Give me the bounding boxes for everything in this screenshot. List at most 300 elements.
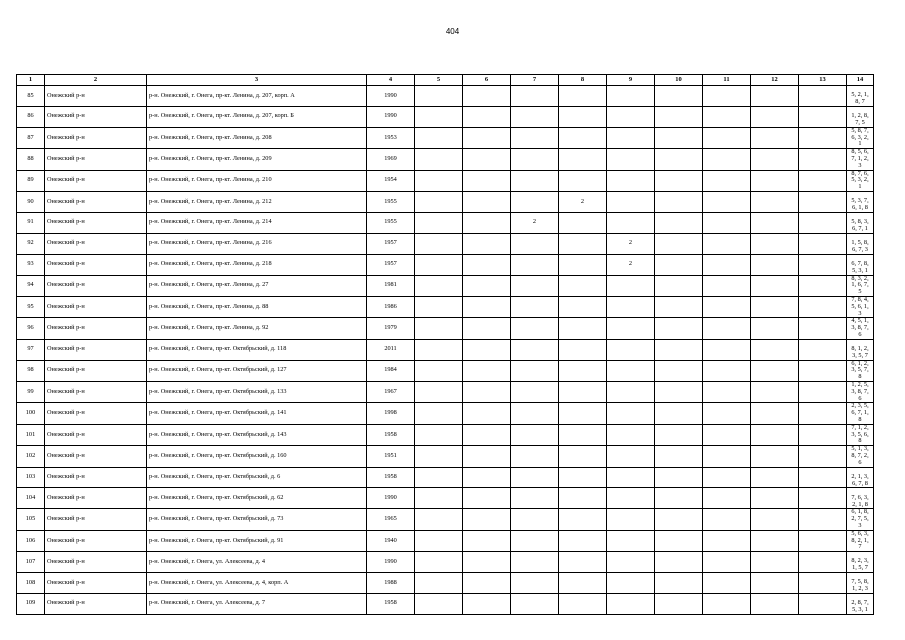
row-number-cell: 85 <box>17 86 45 107</box>
col-7-cell <box>511 339 559 360</box>
col-9-cell <box>607 296 655 317</box>
address-cell: р-н. Онежский, г. Онега, пр-кт. Ленина, д. 27 <box>147 275 367 296</box>
table-row <box>17 296 874 317</box>
col-12-cell <box>751 593 799 614</box>
col-12-cell <box>751 275 799 296</box>
col-5-cell <box>415 446 463 467</box>
col-13-cell <box>799 509 847 530</box>
col-8-cell <box>559 149 607 170</box>
col-11-cell <box>703 170 751 191</box>
year-cell: 1969 <box>367 149 415 170</box>
col-11-cell <box>703 339 751 360</box>
col-12-cell <box>751 296 799 317</box>
col-8-cell <box>559 212 607 233</box>
col-8-cell <box>559 170 607 191</box>
col-10-cell <box>655 530 703 551</box>
address-cell: р-н. Онежский, г. Онега, пр-кт. Октябрьский, д. 73 <box>147 509 367 530</box>
address-cell: р-н. Онежский, г. Онега, пр-кт. Октябрьский, д. 141 <box>147 403 367 424</box>
sequence-cell: 2, 1, 3, 6, 7, 8 <box>847 467 874 488</box>
col-13-cell <box>799 296 847 317</box>
col-9-cell <box>607 275 655 296</box>
year-cell: 1953 <box>367 127 415 148</box>
sequence-cell: 1, 2, 5, 3, 8, 7, 6 <box>847 381 874 402</box>
col-9-cell <box>607 318 655 339</box>
col-8-cell <box>559 424 607 445</box>
address-cell: р-н. Онежский, г. Онега, пр-кт. Октябрьский, д. 143 <box>147 424 367 445</box>
row-number-cell: 101 <box>17 424 45 445</box>
district-cell: Онежский р-н <box>45 127 147 148</box>
col-5-cell <box>415 191 463 212</box>
col-6-cell <box>463 381 511 402</box>
col-5-cell <box>415 467 463 488</box>
table-row <box>17 360 874 381</box>
address-cell: р-н. Онежский, г. Онега, пр-кт. Ленина, д. 88 <box>147 296 367 317</box>
col-8-cell <box>559 403 607 424</box>
col-10-cell <box>655 552 703 573</box>
col-8-cell <box>559 593 607 614</box>
col-5-cell <box>415 233 463 254</box>
col-7-cell <box>511 381 559 402</box>
district-cell: Онежский р-н <box>45 593 147 614</box>
col-9-cell <box>607 403 655 424</box>
col-8-cell <box>559 446 607 467</box>
year-cell: 1990 <box>367 106 415 127</box>
address-cell: р-н. Онежский, г. Онега, пр-кт. Ленина, д. 92 <box>147 318 367 339</box>
row-number-cell: 107 <box>17 552 45 573</box>
col-8-cell <box>559 572 607 593</box>
col-11-cell <box>703 446 751 467</box>
col-10-cell <box>655 212 703 233</box>
col-8-cell <box>559 233 607 254</box>
year-cell: 1955 <box>367 212 415 233</box>
col-13-cell <box>799 593 847 614</box>
column-header-10: 10 <box>655 75 703 86</box>
col-5-cell <box>415 149 463 170</box>
col-7-cell: 2 <box>511 212 559 233</box>
col-13-cell <box>799 149 847 170</box>
district-cell: Онежский р-н <box>45 552 147 573</box>
col-6-cell <box>463 572 511 593</box>
col-10-cell <box>655 296 703 317</box>
table-row <box>17 106 874 127</box>
col-11-cell <box>703 572 751 593</box>
district-cell: Онежский р-н <box>45 446 147 467</box>
col-13-cell <box>799 212 847 233</box>
col-6-cell <box>463 296 511 317</box>
header-row <box>17 75 874 86</box>
year-cell: 1958 <box>367 424 415 445</box>
col-8-cell <box>559 339 607 360</box>
col-6-cell <box>463 339 511 360</box>
col-11-cell <box>703 191 751 212</box>
sequence-cell: 7, 5, 8, 1, 2, 3 <box>847 572 874 593</box>
row-number-cell: 95 <box>17 296 45 317</box>
row-number-cell: 98 <box>17 360 45 381</box>
table-row <box>17 593 874 614</box>
table-row <box>17 572 874 593</box>
address-cell: р-н. Онежский, г. Онега, ул. Алексеева, д. 4 <box>147 552 367 573</box>
column-header-2: 2 <box>45 75 147 86</box>
address-cell: р-н. Онежский, г. Онега, пр-кт. Октябрьский, д. 160 <box>147 446 367 467</box>
table-row <box>17 191 874 212</box>
col-11-cell <box>703 467 751 488</box>
table-row <box>17 233 874 254</box>
col-5-cell <box>415 381 463 402</box>
col-6-cell <box>463 149 511 170</box>
district-cell: Онежский р-н <box>45 149 147 170</box>
district-cell: Онежский р-н <box>45 318 147 339</box>
year-cell: 1990 <box>367 552 415 573</box>
col-11-cell <box>703 552 751 573</box>
col-10-cell <box>655 254 703 275</box>
district-cell: Онежский р-н <box>45 467 147 488</box>
col-10-cell <box>655 170 703 191</box>
district-cell: Онежский р-н <box>45 530 147 551</box>
year-cell: 2011 <box>367 339 415 360</box>
col-11-cell <box>703 254 751 275</box>
col-5-cell <box>415 530 463 551</box>
col-6-cell <box>463 593 511 614</box>
col-8-cell: 2 <box>559 191 607 212</box>
col-7-cell <box>511 233 559 254</box>
col-12-cell <box>751 530 799 551</box>
table-row <box>17 403 874 424</box>
col-12-cell <box>751 424 799 445</box>
col-13-cell <box>799 233 847 254</box>
col-10-cell <box>655 467 703 488</box>
col-10-cell <box>655 488 703 509</box>
row-number-cell: 90 <box>17 191 45 212</box>
col-6-cell <box>463 106 511 127</box>
col-6-cell <box>463 254 511 275</box>
col-8-cell <box>559 127 607 148</box>
housing-register-table <box>16 74 874 615</box>
col-11-cell <box>703 149 751 170</box>
col-10-cell <box>655 191 703 212</box>
table-body <box>17 86 874 615</box>
col-8-cell <box>559 275 607 296</box>
col-5-cell <box>415 212 463 233</box>
sequence-cell: 5, 8, 3, 6, 7, 1 <box>847 212 874 233</box>
col-11-cell <box>703 127 751 148</box>
col-7-cell <box>511 106 559 127</box>
col-9-cell: 2 <box>607 233 655 254</box>
col-13-cell <box>799 488 847 509</box>
year-cell: 1967 <box>367 381 415 402</box>
year-cell: 1958 <box>367 467 415 488</box>
year-cell: 1998 <box>367 403 415 424</box>
col-9-cell <box>607 170 655 191</box>
col-13-cell <box>799 127 847 148</box>
year-cell: 1958 <box>367 593 415 614</box>
year-cell: 1965 <box>367 509 415 530</box>
col-6-cell <box>463 86 511 107</box>
col-6-cell <box>463 403 511 424</box>
col-9-cell <box>607 106 655 127</box>
year-cell: 1940 <box>367 530 415 551</box>
col-11-cell <box>703 530 751 551</box>
col-13-cell <box>799 552 847 573</box>
col-12-cell <box>751 212 799 233</box>
year-cell: 1986 <box>367 296 415 317</box>
col-6-cell <box>463 424 511 445</box>
sequence-cell: 7, 1, 2, 3, 5, 6, 8 <box>847 424 874 445</box>
col-10-cell <box>655 149 703 170</box>
sequence-cell: 1, 5, 8, 6, 7, 3 <box>847 233 874 254</box>
col-13-cell <box>799 403 847 424</box>
col-12-cell <box>751 403 799 424</box>
col-11-cell <box>703 86 751 107</box>
col-9-cell <box>607 339 655 360</box>
col-8-cell <box>559 509 607 530</box>
column-header-14: 14 <box>847 75 874 86</box>
district-cell: Онежский р-н <box>45 572 147 593</box>
column-header-4: 4 <box>367 75 415 86</box>
sequence-cell: 8, 7, 6, 5, 3, 2, 1 <box>847 170 874 191</box>
row-number-cell: 102 <box>17 446 45 467</box>
col-7-cell <box>511 170 559 191</box>
table-row <box>17 339 874 360</box>
row-number-cell: 87 <box>17 127 45 148</box>
table-row <box>17 149 874 170</box>
sequence-cell: 8, 1, 2, 3, 5, 7 <box>847 339 874 360</box>
col-13-cell <box>799 86 847 107</box>
col-9-cell <box>607 381 655 402</box>
col-10-cell <box>655 381 703 402</box>
col-11-cell <box>703 296 751 317</box>
sequence-cell: 5, 2, 1, 8, 7 <box>847 86 874 107</box>
year-cell: 1988 <box>367 572 415 593</box>
col-9-cell <box>607 509 655 530</box>
address-cell: р-н. Онежский, г. Онега, пр-кт. Ленина, д. 208 <box>147 127 367 148</box>
col-6-cell <box>463 467 511 488</box>
address-cell: р-н. Онежский, г. Онега, пр-кт. Октябрьский, д. 127 <box>147 360 367 381</box>
col-9-cell: 2 <box>607 254 655 275</box>
col-5-cell <box>415 424 463 445</box>
col-8-cell <box>559 467 607 488</box>
col-8-cell <box>559 360 607 381</box>
col-9-cell <box>607 149 655 170</box>
col-7-cell <box>511 572 559 593</box>
col-5-cell <box>415 488 463 509</box>
year-cell: 1955 <box>367 191 415 212</box>
table-row <box>17 212 874 233</box>
col-6-cell <box>463 488 511 509</box>
address-cell: р-н. Онежский, г. Онега, ул. Алексеева, д. 7 <box>147 593 367 614</box>
col-7-cell <box>511 509 559 530</box>
sequence-cell: 8, 2, 3, 1, 5, 7 <box>847 552 874 573</box>
col-10-cell <box>655 446 703 467</box>
table-row <box>17 446 874 467</box>
address-cell: р-н. Онежский, г. Онега, ул. Алексеева, д. 4, корп. А <box>147 572 367 593</box>
column-header-5: 5 <box>415 75 463 86</box>
col-10-cell <box>655 509 703 530</box>
col-5-cell <box>415 360 463 381</box>
col-13-cell <box>799 424 847 445</box>
district-cell: Онежский р-н <box>45 191 147 212</box>
col-10-cell <box>655 360 703 381</box>
page-number: 404 <box>445 27 460 36</box>
col-12-cell <box>751 381 799 402</box>
col-11-cell <box>703 488 751 509</box>
table-row <box>17 318 874 339</box>
col-13-cell <box>799 339 847 360</box>
sequence-cell: 6, 7, 8, 5, 3, 1 <box>847 254 874 275</box>
col-6-cell <box>463 191 511 212</box>
col-6-cell <box>463 275 511 296</box>
col-7-cell <box>511 424 559 445</box>
col-5-cell <box>415 127 463 148</box>
col-11-cell <box>703 424 751 445</box>
col-7-cell <box>511 488 559 509</box>
row-number-cell: 89 <box>17 170 45 191</box>
col-6-cell <box>463 233 511 254</box>
district-cell: Онежский р-н <box>45 254 147 275</box>
col-9-cell <box>607 191 655 212</box>
col-13-cell <box>799 530 847 551</box>
col-8-cell <box>559 530 607 551</box>
address-cell: р-н. Онежский, г. Онега, пр-кт. Октябрьский, д. 62 <box>147 488 367 509</box>
year-cell: 1979 <box>367 318 415 339</box>
col-7-cell <box>511 530 559 551</box>
col-11-cell <box>703 318 751 339</box>
col-13-cell <box>799 318 847 339</box>
district-cell: Онежский р-н <box>45 275 147 296</box>
year-cell: 1951 <box>367 446 415 467</box>
sequence-cell: 5, 6, 3, 8, 2, 1, 7 <box>847 530 874 551</box>
address-cell: р-н. Онежский, г. Онега, пр-кт. Ленина, д. 209 <box>147 149 367 170</box>
col-12-cell <box>751 509 799 530</box>
table-row <box>17 424 874 445</box>
col-7-cell <box>511 127 559 148</box>
year-cell: 1957 <box>367 254 415 275</box>
sequence-cell: 7, 8, 4, 5, 6, 1, 3 <box>847 296 874 317</box>
col-13-cell <box>799 381 847 402</box>
col-5-cell <box>415 106 463 127</box>
district-cell: Онежский р-н <box>45 424 147 445</box>
table-row <box>17 381 874 402</box>
table-header <box>17 75 874 86</box>
table-row <box>17 467 874 488</box>
col-13-cell <box>799 106 847 127</box>
table-row <box>17 86 874 107</box>
col-6-cell <box>463 360 511 381</box>
col-7-cell <box>511 296 559 317</box>
col-10-cell <box>655 86 703 107</box>
col-10-cell <box>655 275 703 296</box>
address-cell: р-н. Онежский, г. Онега, пр-кт. Ленина, д. 207, корп. А <box>147 86 367 107</box>
column-header-8: 8 <box>559 75 607 86</box>
year-cell: 1957 <box>367 233 415 254</box>
col-12-cell <box>751 233 799 254</box>
col-6-cell <box>463 170 511 191</box>
col-11-cell <box>703 275 751 296</box>
row-number-cell: 106 <box>17 530 45 551</box>
col-13-cell <box>799 275 847 296</box>
row-number-cell: 91 <box>17 212 45 233</box>
row-number-cell: 94 <box>17 275 45 296</box>
address-cell: р-н. Онежский, г. Онега, пр-кт. Октябрьский, д. 91 <box>147 530 367 551</box>
col-10-cell <box>655 424 703 445</box>
col-7-cell <box>511 593 559 614</box>
col-7-cell <box>511 446 559 467</box>
address-cell: р-н. Онежский, г. Онега, пр-кт. Ленина, д. 212 <box>147 191 367 212</box>
district-cell: Онежский р-н <box>45 339 147 360</box>
col-11-cell <box>703 403 751 424</box>
col-12-cell <box>751 191 799 212</box>
col-13-cell <box>799 467 847 488</box>
table-row <box>17 275 874 296</box>
district-cell: Онежский р-н <box>45 170 147 191</box>
table-row <box>17 170 874 191</box>
column-header-3: 3 <box>147 75 367 86</box>
district-cell: Онежский р-н <box>45 360 147 381</box>
district-cell: Онежский р-н <box>45 488 147 509</box>
column-header-1: 1 <box>17 75 45 86</box>
col-10-cell <box>655 127 703 148</box>
address-cell: р-н. Онежский, г. Онега, пр-кт. Ленина, д. 218 <box>147 254 367 275</box>
col-10-cell <box>655 593 703 614</box>
year-cell: 1954 <box>367 170 415 191</box>
row-number-cell: 93 <box>17 254 45 275</box>
col-9-cell <box>607 212 655 233</box>
col-11-cell <box>703 106 751 127</box>
col-12-cell <box>751 86 799 107</box>
district-cell: Онежский р-н <box>45 509 147 530</box>
col-7-cell <box>511 360 559 381</box>
col-8-cell <box>559 381 607 402</box>
year-cell: 1990 <box>367 86 415 107</box>
sequence-cell: 4, 5, 1, 3, 8, 7, 6 <box>847 318 874 339</box>
col-12-cell <box>751 127 799 148</box>
col-6-cell <box>463 212 511 233</box>
address-cell: р-н. Онежский, г. Онега, пр-кт. Октябрьский, д. 6 <box>147 467 367 488</box>
row-number-cell: 103 <box>17 467 45 488</box>
district-cell: Онежский р-н <box>45 233 147 254</box>
col-12-cell <box>751 488 799 509</box>
district-cell: Онежский р-н <box>45 86 147 107</box>
col-11-cell <box>703 360 751 381</box>
col-5-cell <box>415 254 463 275</box>
col-9-cell <box>607 360 655 381</box>
col-5-cell <box>415 86 463 107</box>
col-13-cell <box>799 254 847 275</box>
col-10-cell <box>655 403 703 424</box>
col-8-cell <box>559 106 607 127</box>
col-8-cell <box>559 318 607 339</box>
col-8-cell <box>559 552 607 573</box>
sequence-cell: 8, 5, 6, 7, 1, 2, 3 <box>847 149 874 170</box>
row-number-cell: 96 <box>17 318 45 339</box>
col-6-cell <box>463 318 511 339</box>
year-cell: 1981 <box>367 275 415 296</box>
col-13-cell <box>799 360 847 381</box>
col-12-cell <box>751 467 799 488</box>
col-6-cell <box>463 509 511 530</box>
col-5-cell <box>415 552 463 573</box>
table-row <box>17 530 874 551</box>
col-9-cell <box>607 424 655 445</box>
col-7-cell <box>511 254 559 275</box>
col-5-cell <box>415 170 463 191</box>
col-10-cell <box>655 318 703 339</box>
col-7-cell <box>511 86 559 107</box>
sequence-cell: 8, 3, 2, 1, 6, 7, 5 <box>847 275 874 296</box>
row-number-cell: 86 <box>17 106 45 127</box>
column-header-7: 7 <box>511 75 559 86</box>
address-cell: р-н. Онежский, г. Онега, пр-кт. Ленина, д. 216 <box>147 233 367 254</box>
row-number-cell: 99 <box>17 381 45 402</box>
